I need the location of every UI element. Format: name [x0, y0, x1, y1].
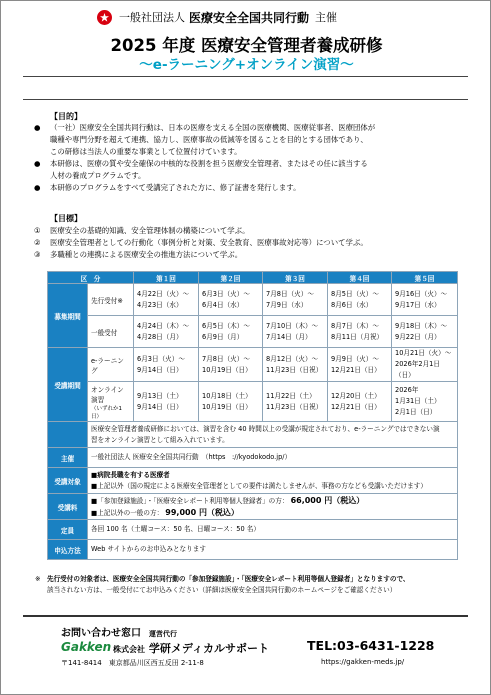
table-row [48, 494, 458, 520]
schedule-table [47, 271, 458, 560]
title-divider-bottom [23, 99, 468, 100]
goal-text: 医療安全の基礎的知識、安全管理体制の構築について学ぶ。 [50, 226, 250, 235]
target-text: ■病院長職を有する医療者 ■上記以外（国の規定による医療安全管理者としての要件は満たしませんが、事務の方なども受講いただけます） [88, 468, 458, 494]
organizer-text: 一般社団法人 医療安全全国共同行動 （https ://kyodokodo.jp/） [88, 448, 458, 468]
header-category: 区 分 [48, 272, 134, 284]
course-period-label: 受講期間 [48, 348, 88, 422]
purpose-line: 本研修のプログラムをすべて受講完了された方に、修了証書を発行します。 [50, 183, 301, 192]
company-address: 〒141-8414 東京都品川区西五反田 2-11-8 [61, 659, 204, 667]
goal-item [34, 225, 460, 237]
date-cell: 10月18日（土） 10月19日（日） [199, 382, 263, 422]
table-row [48, 382, 458, 422]
date-cell: 6月5日（木）～ 6月9日（月） [199, 316, 263, 348]
contact-heading: お問い合わせ窓口 運営代行 [61, 628, 177, 639]
purpose-heading: 【目的】 [50, 112, 82, 121]
apply-label: 申込方法 [48, 540, 88, 560]
date-cell: 9月16日（火）～ 9月17日（水） [392, 284, 458, 316]
purpose-line: 本研修は、医療の質や安全確保の中核的な役割を担う医療安全管理者、またはその任に該当する [50, 159, 368, 168]
header-prefix: 一般社団法人 [119, 11, 185, 24]
purpose-item [34, 182, 460, 194]
date-cell: 10月21日（火）～ 2026年2月1日（日） [392, 348, 458, 382]
agent-label: 運営代行 [149, 630, 177, 638]
note-line: 先行受付の対象者は、医療安全全国共同行動の「参加登録施設」・「医療安全レポート利用等個人登録者」となりますので、 [47, 575, 410, 583]
row-label: オンライン演習 （いずれか1日） [88, 382, 134, 422]
goal-text: 多職種との連携による医療安全の推進方法について学ぶ。 [50, 250, 243, 259]
date-cell: 9月13日（土） 9月14日（日） [134, 382, 199, 422]
apply-text: Web サイトからのお申込みとなります [88, 540, 458, 560]
recruit-period-label: 募集期間 [48, 284, 88, 348]
fee-label: 受講料 [48, 494, 88, 520]
purpose-line: 人材の養成プログラムです。 [50, 171, 146, 180]
date-cell: 6月3日（火）～ 9月14日（日） [134, 348, 199, 382]
capacity-label: 定員 [48, 520, 88, 540]
bullet-marker: ● [34, 123, 41, 132]
table-row [48, 520, 458, 540]
bullet-marker: ● [34, 183, 41, 192]
date-cell: 9月18日（木）～ 9月22日（月） [392, 316, 458, 348]
goal-marker: ① [34, 226, 41, 235]
header-session-3: 第３回 [263, 272, 328, 284]
table-row [48, 348, 458, 382]
contact-phone: TEL:03-6431-1228 [307, 638, 435, 653]
purpose-item [34, 158, 460, 182]
date-cell: 8月7日（木）～ 8月11日（月祝） [328, 316, 392, 348]
table-row [48, 540, 458, 560]
purpose-line: この研修は当法人の重要な事業として位置付けています。 [50, 147, 242, 156]
note-label-cell [48, 422, 88, 448]
purpose-list [34, 122, 460, 194]
table-row [48, 316, 458, 348]
company-name: 株式会社 学研メディカルサポート [113, 642, 269, 655]
header-suffix: 主催 [315, 11, 338, 24]
note-line: 該当されない方は、一般受付にてお申込みください（詳細は医療安全全国共同行動のホームページをご確認ください） [47, 586, 397, 594]
page-subtitle: 〜e-ラーニング+オンライン演習〜 [139, 57, 354, 73]
date-cell: 7月10日（木）～ 7月14日（月） [263, 316, 328, 348]
title-divider-top [23, 76, 468, 77]
capacity-text: 各回 100 名（土曜コース：50 名、日曜コース：50 名） [88, 520, 458, 540]
page-title: 2025 年度 医療安全管理者養成研修 [110, 36, 383, 55]
table-row [48, 448, 458, 468]
date-cell: 11月22日（土） 11月23日（日祝） [263, 382, 328, 422]
goal-text: 医療安全管理者としての行動化（事例分析と対策、安全教育、医療事故対応等）について学ぶ。 [50, 238, 368, 247]
date-cell: 9月9日（火）～ 12月21日（日） [328, 348, 392, 382]
fee-text: ■「参加登録施設」・「医療安全レポート利用等個人登録者」の方： 66,000 円（税込） ■上記以外の一般の方： 99,000 円（税込） [88, 494, 458, 520]
goal-item [34, 249, 460, 261]
bullet-marker: ● [34, 159, 41, 168]
date-cell: 4月22日（火）～ 4月23日（水） [134, 284, 199, 316]
row-label: 先行受付※ [88, 284, 134, 316]
date-cell: 2026年 1月31日（土） 2月1日（日） [392, 382, 458, 422]
company-url[interactable]: https://gakken-meds.jp/ [321, 658, 405, 666]
header-organization: 医療安全全国共同行動 [189, 10, 310, 25]
date-cell: 7月8日（火）～ 10月19日（日） [199, 348, 263, 382]
purpose-line: 職種や専門分野を超えて連携、協力し、医療事故の低減等を図ることを目的とする団体であり、 [50, 135, 368, 144]
goal-item [34, 237, 460, 249]
date-cell: 7月8日（火）～ 7月9日（水） [263, 284, 328, 316]
date-cell: 12月20日（土） 12月21日（日） [328, 382, 392, 422]
goal-marker: ③ [34, 250, 41, 259]
row-label: e-ラーニング [88, 348, 134, 382]
table-row [48, 422, 458, 448]
date-cell: 4月24日（木）～ 4月28日（月） [134, 316, 199, 348]
goals-heading: 【目標】 [50, 214, 82, 223]
footnote [35, 574, 410, 596]
target-label: 受講対象 [48, 468, 88, 494]
header-session-2: 第２回 [199, 272, 263, 284]
schedule-note: 医療安全管理者養成研修においては、演習を含む 40 時間以上の受講が規定されており、e-ラーニングではできない演 習をオンライン演習として組み入れています。 [88, 422, 458, 448]
table-row [48, 284, 458, 316]
date-cell: 8月5日（火）～ 8月6日（水） [328, 284, 392, 316]
note-marker: ※ [35, 575, 41, 583]
goal-marker: ② [34, 238, 41, 247]
row-label: 一般受付 [88, 316, 134, 348]
date-cell: 8月12日（火）～ 11月23日（日祝） [263, 348, 328, 382]
purpose-item [34, 122, 460, 158]
header-session-4: 第４回 [328, 272, 392, 284]
organizer-label: 主催 [48, 448, 88, 468]
schedule-header-row [48, 272, 458, 284]
header-session-5: 第５回 [392, 272, 458, 284]
date-cell: 6月3日（火）～ 6月4日（水） [199, 284, 263, 316]
organizer-header [97, 7, 337, 27]
purpose-line: （一社）医療安全全国共同行動は、日本の医療を支える全国の医療機関、医療従事者、医療団体が [50, 123, 376, 132]
organization-logo-icon [97, 10, 112, 25]
header-session-1: 第１回 [134, 272, 199, 284]
footer-divider [23, 615, 468, 617]
goals-list [34, 225, 460, 261]
gakken-logo: Gakken [61, 640, 112, 654]
table-row [48, 468, 458, 494]
